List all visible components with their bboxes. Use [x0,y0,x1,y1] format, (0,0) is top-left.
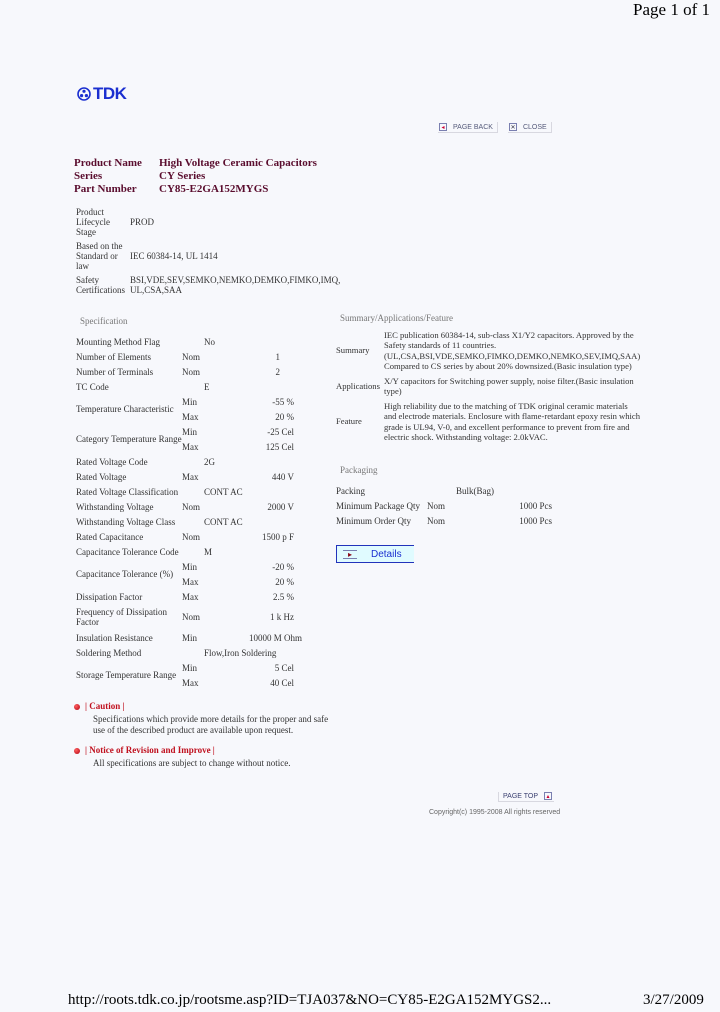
spec-name: Rated Voltage Classification [76,486,179,497]
spec-qualifier: Nom [182,366,200,377]
spec-value: 40 Cel [270,677,294,688]
spec-value: -20 % [272,561,294,572]
value: PROD [130,217,155,227]
spec-value: 2 [275,366,280,377]
spec-row [76,484,308,499]
back-arrow-icon: ◂ [439,123,447,131]
caution-text: Specifications which provide more details for the proper and safe use of the described product are available upon request. [93,714,329,735]
spec-name: Storage Temperature Range [76,670,177,680]
spec-name: Frequency of Dissipation Factor [76,607,167,627]
page-top-button[interactable] [498,792,554,802]
revision-heading [74,745,333,756]
expand-arrow-icon: ▸ [343,550,357,559]
label: Applications [336,380,380,391]
label: Feature [336,416,362,427]
bullet-icon [74,748,80,754]
label: Summary [336,345,370,356]
text: High reliability due to the matching of TDK original ceramic materials and electrode materials. Enclosure with flame-retardant epoxy resin which grade is UL94, V-0, and excellent performance to prevent from fire and electric shock. Withstanding voltage: 2.0kVAC. [384,400,641,442]
spec-value: E [204,381,210,392]
page-back-label: PAGE BACK [453,123,493,131]
spec-name: Capacitance Tolerance (%) [76,569,174,579]
pack-name: Packing [336,485,365,496]
spec-row [76,499,308,514]
pack-value: 1000 Pcs [519,500,552,511]
spec-name: TC Code [76,381,109,392]
spec-group [76,394,308,424]
packaging-row [336,498,552,513]
value: CY Series [159,170,206,182]
revision-text: All specifications are subject to change without notice. [93,758,291,768]
note-title: | Notice of Revision and Improve | [85,745,215,755]
spec-name: Category Temperature Range [76,434,182,444]
part-number-row [74,183,317,196]
spec-group [76,424,308,454]
top-navigation [438,122,552,133]
up-arrow-icon: ▴ [544,792,552,800]
spec-qualifier: Min [182,426,198,437]
spec-name: Capacitance Tolerance Code [76,546,179,557]
spec-value: 1500 p F [261,531,294,542]
spec-qualifier: Max [182,576,199,587]
spec-value: 2.5 % [273,591,294,602]
close-label: CLOSE [522,123,547,131]
label: Based on the Standard or law [76,241,123,271]
spec-value: 20 % [275,576,294,587]
spec-value: 10000 M Ohm [248,632,302,643]
spec-group [76,559,308,589]
spec-row [76,349,308,364]
note-title: | Caution | [85,701,125,711]
spec-value: -25 Cel [267,426,294,437]
text: X/Y capacitors for Switching power supply, noise filter.(Basic insulation type) [384,375,634,396]
value: CY85-E2GA152MYGS [159,183,269,195]
spec-row [76,529,308,544]
pack-name: Minimum Package Qty [336,500,420,511]
page-top-label: PAGE TOP [503,792,539,800]
spec-qualifier: Max [182,441,199,452]
product-header [74,157,317,196]
spec-name: Temperature Characteristic [76,404,174,414]
spec-row [76,630,308,645]
value: High Voltage Ceramic Capacitors [159,157,317,169]
spec-name: Number of Elements [76,351,151,362]
spec-name: Withstanding Voltage [76,501,154,512]
notices [74,701,333,778]
spec-qualifier: Max [182,591,199,602]
spec-value: CONT AC [204,486,243,497]
spec-value: Flow,Iron Soldering [204,647,277,658]
pack-qualifier: Nom [427,515,445,526]
spec-value: No [204,336,215,347]
spec-qualifier: Nom [182,501,200,512]
pack-name: Minimum Order Qty [336,515,411,526]
spec-row [76,379,308,394]
label: Safety Certifications [76,275,125,295]
page-url: http://roots.tdk.co.jp/rootsme.asp?ID=TJA037&NO=CY85-E2GA152MYGS2... [68,992,552,1008]
spec-qualifier: Min [182,561,198,572]
text: IEC publication 60384-14, sub-class X1/Y2 capacitors. Approved by the Safety standards of 11 countries. (UL,CSA,BSI,VDE,SEMKO,FIMKO,DEMKO,NEMKO,SEV,IMQ,SAA) Compared to CS series by about 20% downsized.(Basic insulation type) [384,329,641,371]
spec-name: Insulation Resistance [76,632,153,643]
details-label: Details [371,548,402,560]
spec-value: CONT AC [204,516,243,527]
spec-name: Dissipation Factor [76,591,143,602]
spec-qualifier: Max [182,677,199,688]
tdk-emblem-icon [77,87,91,101]
section-title: Specification [80,316,128,326]
packaging-row [336,513,552,528]
label: Part Number [74,183,137,195]
spec-row [76,645,308,660]
spec-name: Soldering Method [76,647,142,658]
spec-row [76,469,308,484]
spec-row [76,514,308,529]
section-title: Packaging [340,465,378,475]
packaging-table [336,465,552,528]
spec-name: Rated Capacitance [76,531,144,542]
label: Product Name [74,157,142,169]
product-name-row [74,157,317,170]
section-title: Summary/Applications/Feature [340,313,453,323]
spec-row [76,454,308,469]
spec-value: 1 k Hz [270,612,294,622]
caution-heading [74,701,333,712]
info-row [76,241,340,271]
brand-name: TDK [93,84,127,103]
spec-group [76,660,308,690]
info-row [76,275,340,295]
spec-qualifier: Min [182,662,198,673]
label: Series [74,170,103,182]
spec-value: 2000 V [267,501,294,512]
spec-name: Number of Terminals [76,366,154,377]
spec-qualifier: Nom [182,531,200,542]
bullet-icon [74,704,80,710]
spec-qualifier: Max [182,411,199,422]
close-button[interactable] [508,122,552,133]
spec-row [76,364,308,379]
print-date: 3/27/2009 [643,992,704,1008]
details-button[interactable] [336,545,414,563]
info-row [76,207,340,237]
summary-row [336,330,642,372]
summary-applications-feature [336,313,642,447]
page-counter: Page 1 of 1 [633,0,710,19]
product-info-table [76,207,340,299]
value: IEC 60384-14, UL 1414 [130,251,218,261]
spec-row [76,604,308,630]
spec-row [76,544,308,559]
pack-value: 1000 Pcs [519,515,552,526]
spec-value: 20 % [275,411,294,422]
spec-row [76,334,308,349]
spec-value: 5 Cel [274,662,294,673]
applications-row [336,376,642,397]
spec-qualifier: Nom [182,612,200,622]
tdk-logo [77,84,126,104]
specification-table [76,316,308,690]
spec-value: -55 % [272,396,294,407]
spec-value: 1 [275,351,280,362]
pack-value: Bulk(Bag) [456,485,494,496]
copyright: Copyright(c) 1995-2008 All rights reserved [429,809,561,816]
spec-name: Rated Voltage [76,471,127,482]
spec-value: 125 Cel [265,441,294,452]
spec-qualifier: Min [182,632,198,643]
pack-qualifier: Nom [427,500,445,511]
value: BSI,VDE,SEV,SEMKO,NEMKO,DEMKO,FIMKO,IMQ, UL,CSA,SAA [130,275,341,295]
spec-name: Mounting Method Flag [76,336,161,347]
spec-qualifier: Min [182,396,198,407]
spec-value: 440 V [271,471,294,482]
spec-qualifier: Max [182,471,199,482]
feature-row [336,401,642,443]
spec-row [76,589,308,604]
close-icon: ✕ [510,124,516,131]
page-back-button[interactable] [438,122,498,133]
packaging-row [336,483,552,498]
spec-qualifier: Nom [182,351,200,362]
spec-name: Withstanding Voltage Class [76,516,176,527]
spec-name: Rated Voltage Code [76,456,148,467]
spec-value: M [204,546,213,557]
spec-value: 2G [204,456,215,467]
label: Product Lifecycle Stage [76,207,110,237]
series-row [74,170,317,183]
